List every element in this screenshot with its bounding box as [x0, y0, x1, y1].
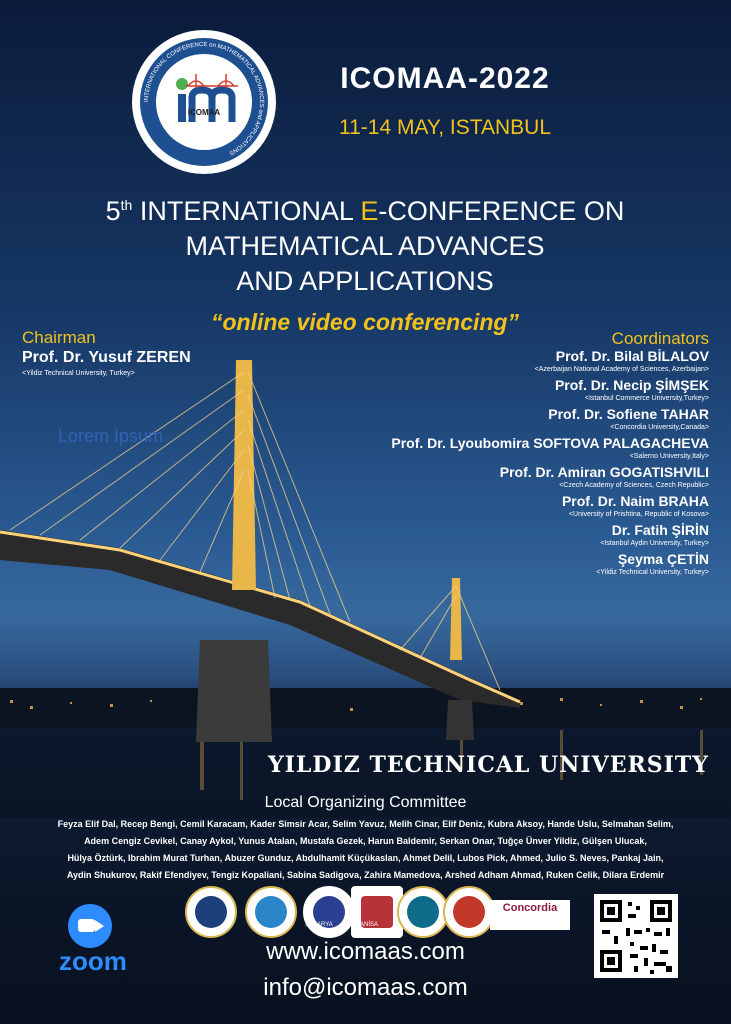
partner-seal-yildiz	[185, 886, 237, 938]
coordinator-affiliation: <Azerbaijan National Academy of Sciences, Azerbaijan>	[534, 366, 709, 373]
email-link[interactable]: info@icomaas.com	[263, 974, 468, 1001]
zoom-wordmark[interactable]: zoom	[59, 946, 127, 976]
coordinator-affiliation: <Salerno University,Italy>	[629, 453, 709, 460]
logo-tag: ICOMAA	[187, 108, 221, 117]
conf-line1b: -CONFERENCE ON	[378, 196, 625, 226]
coordinator-name: Prof. Dr. Naim BRAHA	[561, 493, 709, 509]
svg-text:INTERNATIONAL CONFERENCE on MA: INTERNATIONAL CONFERENCE on MATHEMATICAL ADVANCES and APPLICATIONS	[143, 41, 265, 156]
conference-line-1	[60, 188, 670, 229]
conf-ordinal: th	[120, 197, 133, 213]
conf-e: E	[360, 196, 379, 226]
conference-line-2: MATHEMATICAL ADVANCES	[185, 231, 545, 261]
coordinators-heading: Coordinators	[611, 329, 709, 348]
logo-mark-icon	[156, 54, 252, 150]
coordinator-affiliation: <Czech Academy of Sciences, Czech Republic>	[559, 482, 709, 489]
coordinator-name: Prof. Dr. Sofiene TAHAR	[548, 406, 709, 422]
chairman-heading: Chairman	[22, 328, 96, 347]
camera-lens-icon	[95, 920, 104, 932]
website-link[interactable]: www.icomaas.com	[266, 938, 465, 965]
committee-line: Hülya Öztürk, Ibrahim Murat Turhan, Abuzer Gunduz, Abdulhamit Küçükaslan, Ahmet Delil, Lubos Pick, Ahmed, Julio S. Neves, Pankaj Jain,	[67, 853, 664, 863]
committee-line: Aydin Shukurov, Rakif Efendiyev, Tengiz Kopaliani, Sabina Sadigova, Zahira Mamedova, Arshed Adham Ahmad, Ruken Celik, Dilara Erdemir	[66, 870, 665, 880]
local-committee-heading: Local Organizing Committee	[264, 794, 467, 811]
coordinator-name: Prof. Dr. Lyoubomira SOFTOVA PALAGACHEVA	[391, 435, 709, 451]
committee-line: Feyza Elif Dal, Recep Bengi, Cemil Karacam, Kader Simsir Acar, Selim Yavuz, Melih Cinar, Elif Deniz, Kubra Aksoy, Hande Uslu, Selmahan Selim,	[57, 819, 674, 829]
coordinator-item	[391, 464, 709, 493]
coordinator-name: Prof. Dr. Necip ŞİMŞEK	[554, 377, 709, 393]
camera-icon	[78, 919, 95, 932]
coordinator-affiliation: <Istanbul Aydin University, Turkey>	[600, 540, 709, 547]
online-tagline: “online video conferencing”	[211, 309, 519, 335]
chairman-name: Prof. Dr. Yusuf ZEREN	[22, 349, 191, 366]
conference-name	[60, 188, 670, 299]
local-committee-members	[22, 816, 709, 884]
partner-seal-baku	[397, 886, 449, 938]
coordinator-item	[391, 377, 709, 406]
partner-logos	[185, 886, 575, 938]
committee-line: Adem Cengiz Cevikel, Canay Aykol, Yunus Atalan, Mustafa Gezek, Harun Baldemir, Serkan Onar, Tuğçe Ünver Yildiz, Gülşen Ulucak,	[84, 836, 647, 846]
coordinator-name: Prof. Dr. Amiran GOGATISHVILI	[499, 464, 709, 480]
partner-seal-prishtina	[443, 886, 495, 938]
coordinator-item	[391, 348, 709, 377]
conf-number: 5	[105, 196, 121, 226]
sakarya-label: SAKARYA	[305, 922, 333, 928]
coordinator-item	[391, 522, 709, 551]
event-dates: 11-14 MAY, ISTANBUL	[338, 116, 552, 139]
coordinator-item	[391, 435, 709, 464]
coordinator-affiliation: <University of Prishtina, Republic of Kosova>	[568, 511, 709, 518]
event-title: ICOMAA-2022	[340, 62, 550, 95]
logo-inner	[156, 54, 252, 150]
icomaa-logo	[132, 30, 276, 174]
coordinator-item	[391, 406, 709, 435]
university-name: YILDIZ TECHNICAL UNIVERSITY	[267, 752, 709, 778]
partner-seal-sakarya	[303, 886, 355, 938]
conference-line-3: AND APPLICATIONS	[236, 266, 494, 296]
placeholder-text: Lorem Ipsum	[58, 426, 164, 446]
coordinator-name: Şeyma ÇETİN	[617, 551, 709, 567]
concordia-label: Concordia	[502, 902, 558, 914]
manisa-label: MANİSA	[355, 922, 379, 928]
coordinator-affiliation: <Istanbul Commerce University,Turkey>	[584, 395, 709, 402]
coordinators-list	[391, 348, 709, 580]
conf-line1a: INTERNATIONAL	[132, 196, 361, 226]
coordinator-affiliation: <Concordia University,Canada>	[610, 424, 709, 431]
coordinator-item	[391, 493, 709, 522]
coordinator-item	[391, 551, 709, 580]
chairman-affiliation: <Yildiz Technical University, Turkey>	[22, 370, 135, 377]
partner-seal-istanbul	[245, 886, 297, 938]
coordinator-name: Prof. Dr. Bilal BİLALOV	[555, 348, 709, 364]
partner-concordia	[490, 900, 570, 930]
coordinator-affiliation: <Yildiz Technical University, Turkey>	[596, 569, 709, 576]
partner-seal-manisa	[351, 886, 403, 938]
coordinator-name: Dr. Fatih ŞİRİN	[611, 522, 709, 538]
